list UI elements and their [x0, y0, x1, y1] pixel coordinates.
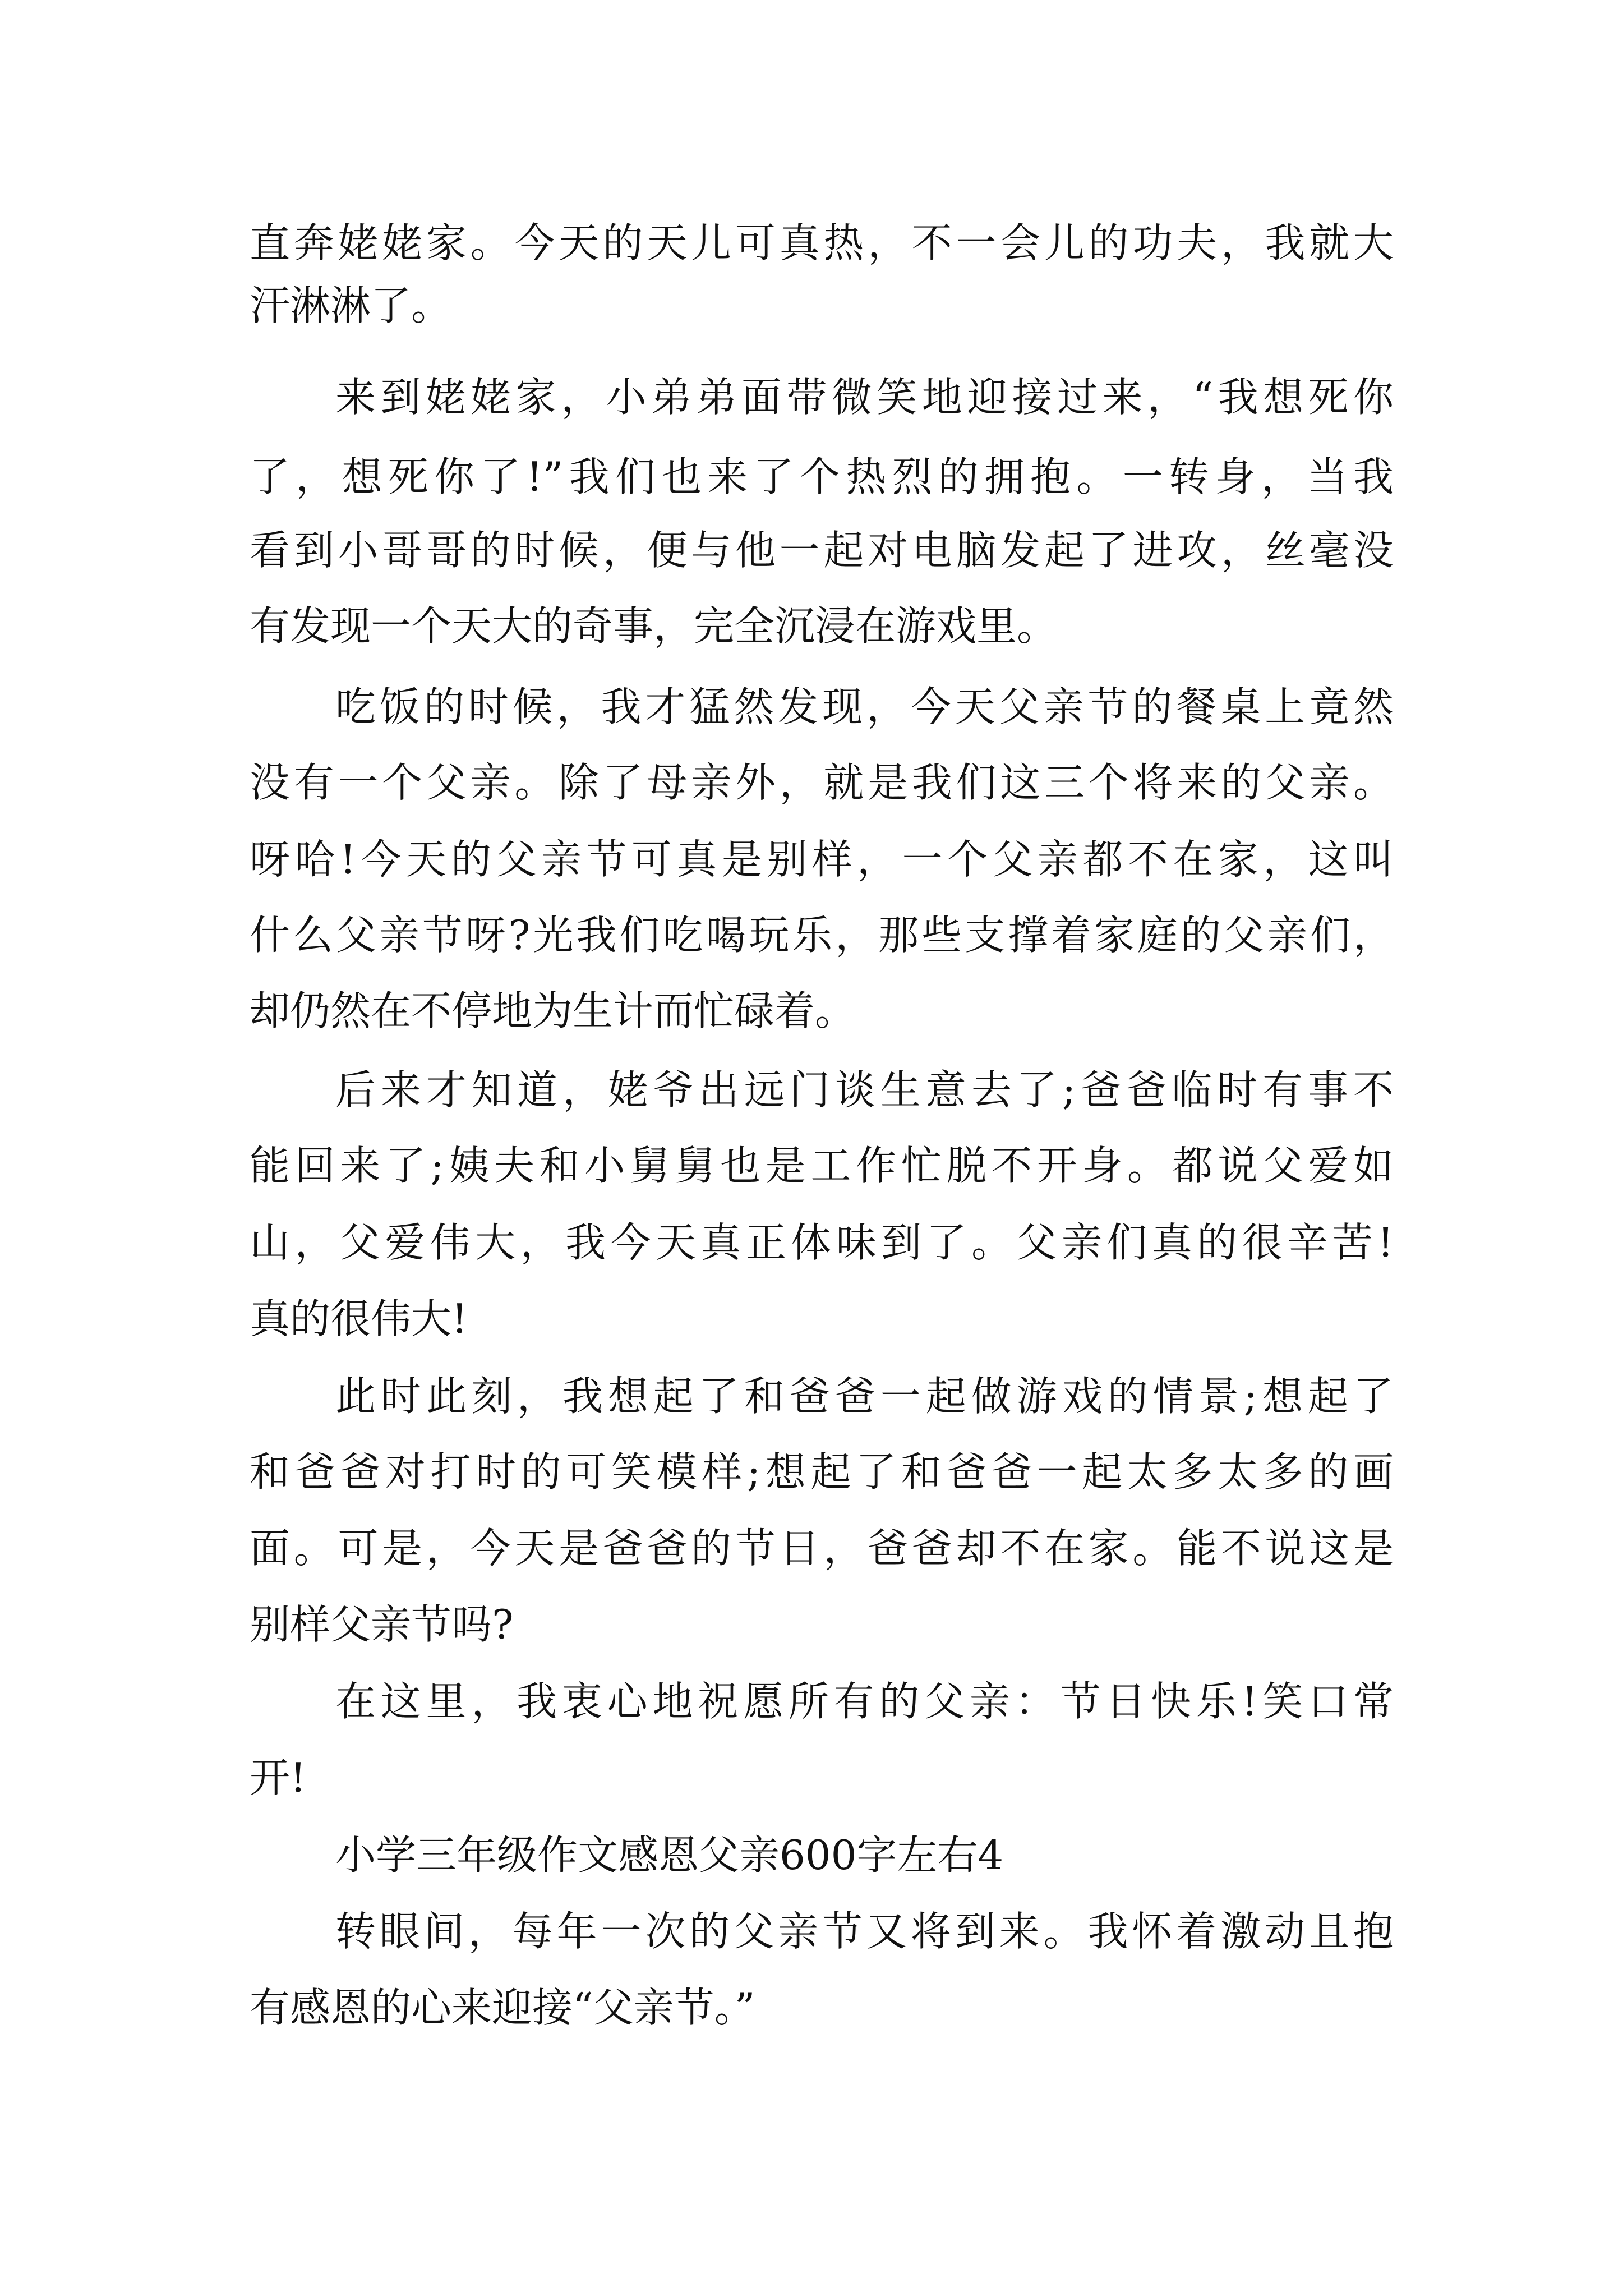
paragraph-4-line-3: 山，父爱伟大，我今天真正体味到了。父亲们真的很辛苦! [250, 1219, 1394, 1266]
paragraph-3-line-2: 没有一个父亲。除了母亲外，就是我们这三个将来的父亲。 [250, 759, 1394, 806]
paragraph-5-line-2: 和爸爸对打时的可笑模样;想起了和爸爸一起太多太多的画 [250, 1448, 1394, 1496]
paragraph-2-line-3: 看到小哥哥的时候，便与他一起对电脑发起了进攻，丝毫没 [250, 527, 1394, 574]
paragraph-5-line-1: 此时此刻，我想起了和爸爸一起做游戏的情景;想起了 [335, 1373, 1394, 1420]
paragraph-3-line-4: 什么父亲节呀?光我们吃喝玩乐，那些支撑着家庭的父亲们， [250, 912, 1394, 959]
paragraph-4-line-2: 能回来了;姨夫和小舅舅也是工作忙脱不开身。都说父爱如 [250, 1142, 1394, 1189]
paragraph-6-line-2: 开! [250, 1754, 306, 1801]
paragraph-5-line-3: 面。可是，今天是爸爸的节日，爸爸却不在家。能不说这是 [250, 1525, 1394, 1572]
paragraph-5-line-4: 别样父亲节吗? [250, 1601, 514, 1648]
paragraph-2-line-2: 了，想死你了!”我们也来了个热烈的拥抱。一转身，当我 [250, 453, 1394, 500]
paragraph-2-line-1: 来到姥姥家，小弟弟面带微笑地迎接过来，“我想死你 [335, 374, 1394, 421]
paragraph-2-line-4: 有发现一个天大的奇事，完全沉浸在游戏里。 [250, 602, 1058, 650]
paragraph-3-line-1: 吃饭的时候，我才猛然发现，今天父亲节的餐桌上竟然 [335, 683, 1394, 730]
paragraph-1-line-2: 汗淋淋了。 [250, 282, 452, 329]
paragraph-4-line-1: 后来才知道，姥爷出远门谈生意去了;爸爸临时有事不 [335, 1066, 1394, 1114]
paragraph-6-line-1: 在这里，我衷心地祝愿所有的父亲：节日快乐!笑口常 [335, 1678, 1394, 1725]
paragraph-3-line-5: 却仍然在不停地为生计而忙碌着。 [250, 987, 856, 1034]
paragraph-7-line-2: 有感恩的心来迎接“父亲节。” [250, 1984, 755, 2031]
paragraph-1-line-1: 直奔姥姥家。今天的天儿可真热，不一会儿的功夫，我就大 [250, 219, 1394, 266]
paragraph-4-line-4: 真的很伟大! [250, 1295, 468, 1342]
paragraph-7-line-1: 转眼间，每年一次的父亲节又将到来。我怀着激动且抱 [335, 1908, 1394, 1955]
paragraph-3-line-3: 呀哈!今天的父亲节可真是别样，一个父亲都不在家，这叫 [250, 836, 1394, 883]
section-heading: 小学三年级作文感恩父亲600字左右4 [335, 1832, 1004, 1879]
